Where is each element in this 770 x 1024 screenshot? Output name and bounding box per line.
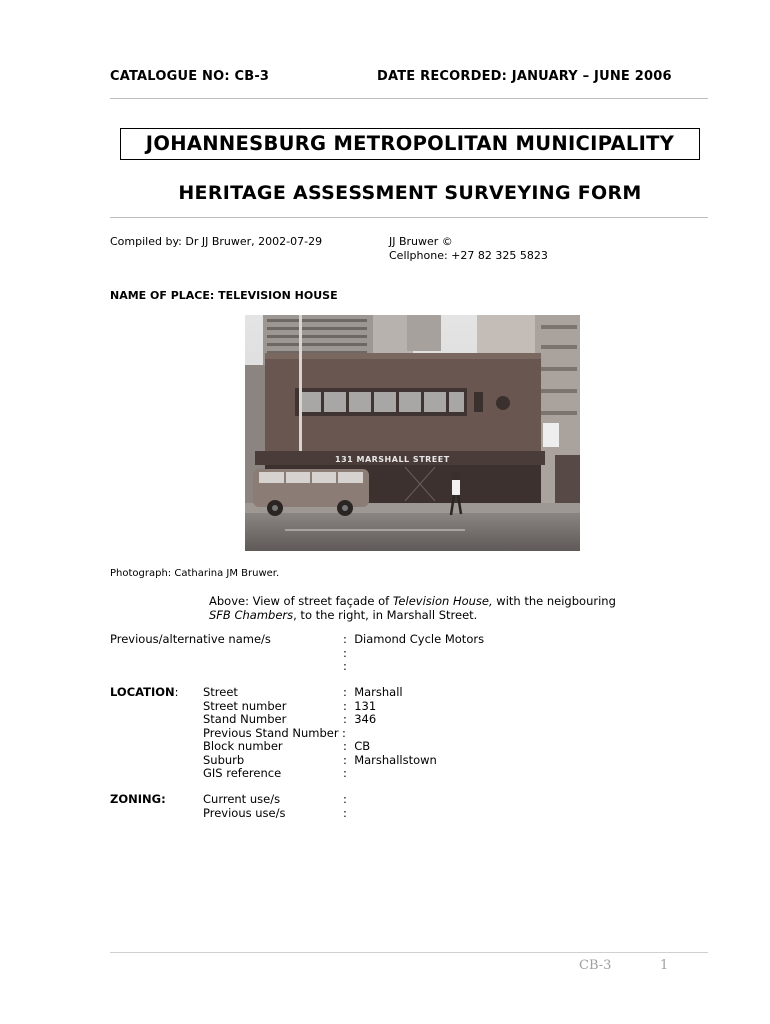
page-number: 1 (660, 958, 669, 973)
location-value: Marshallstown (354, 752, 437, 767)
caption-prefix: Above: View of street façade of (209, 594, 393, 608)
author-cellphone: Cellphone: +27 82 325 5823 (389, 249, 548, 262)
compiled-by: Compiled by: Dr JJ Bruwer, 2002-07-29 (110, 235, 323, 248)
author-copyright: JJ Bruwer © (389, 235, 453, 248)
zoning-values: : : (343, 792, 347, 820)
alt-names-label: Previous/alternative name/s (110, 632, 271, 646)
zoning-label: Current use/s (203, 792, 281, 806)
title-rule (110, 217, 708, 218)
location-value: CB (354, 739, 371, 753)
zoning-label: Previous use/s (203, 805, 286, 820)
caption-suffix: , to the right, in Marshall Street. (293, 608, 478, 622)
name-of-place: NAME OF PLACE: TELEVISION HOUSE (110, 289, 338, 302)
location-value: 346 (354, 712, 377, 726)
location-label: Street (203, 685, 238, 699)
location-label: Street number (203, 698, 287, 713)
prev-stand-colon: : (342, 725, 346, 740)
location-label: GIS reference (203, 766, 282, 780)
building-photograph (245, 315, 580, 551)
catalogue-number: CATALOGUE NO: CB-3 (110, 69, 270, 84)
television-house-photo (245, 315, 580, 551)
location-value: 131 (354, 698, 377, 713)
date-recorded: DATE RECORDED: JANUARY – JUNE 2006 (377, 69, 672, 84)
header-rule (110, 98, 708, 99)
location-values: : Marshall : 131 : 346 : CB : Marshallstown : (343, 685, 437, 780)
alt-name-value: Diamond Cycle Motors (354, 632, 485, 646)
footer-catalogue-code: CB-3 (579, 958, 612, 973)
location-label: Block number (203, 739, 283, 753)
location-heading: LOCATION: (110, 685, 179, 699)
caption-building-name: Television House, (392, 594, 493, 608)
zoning-heading: ZONING: (110, 792, 166, 806)
location-label: Previous Stand Number (203, 725, 339, 740)
photo-caption (209, 594, 689, 622)
caption-mid: with the neigbouring (492, 594, 616, 608)
location-label: Stand Number (203, 712, 287, 726)
zoning-labels (203, 793, 285, 820)
caption-neighbour-name: SFB Chambers (209, 608, 294, 622)
photo-credit: Photograph: Catharina JM Bruwer. (110, 568, 280, 579)
location-value: Marshall (354, 685, 403, 699)
facade-sign: 131 MARSHALL STREET (335, 455, 450, 464)
page-subtitle: HERITAGE ASSESSMENT SURVEYING FORM (178, 182, 642, 204)
location-label: Suburb (203, 752, 245, 767)
alt-names-colons: : Diamond Cycle Motors : : (343, 632, 485, 673)
location-labels (203, 686, 339, 781)
page-title: JOHANNESBURG METROPOLITAN MUNICIPALITY (120, 128, 700, 160)
footer-rule (110, 952, 708, 953)
